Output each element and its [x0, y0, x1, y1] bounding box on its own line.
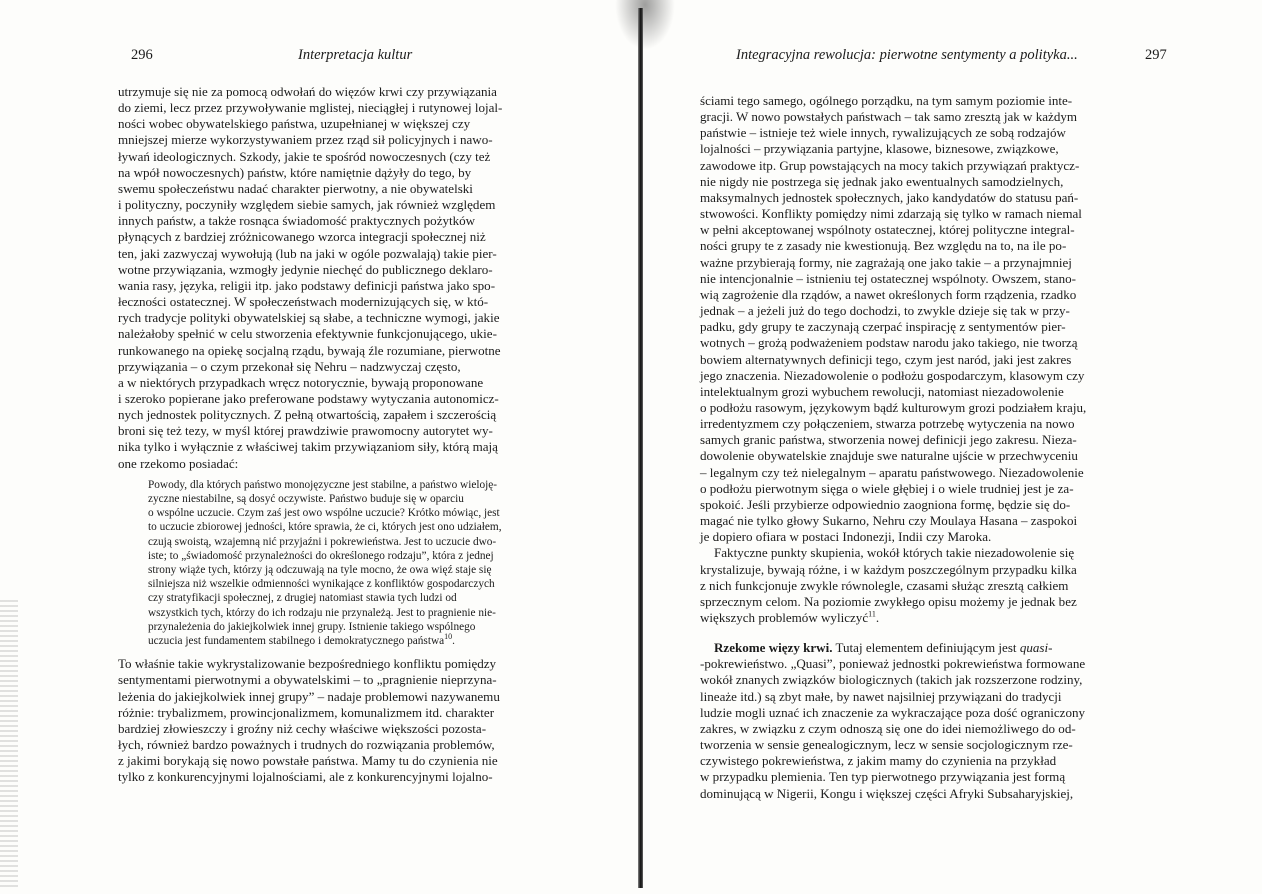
paragraph: Rzekome więzy krwi. Tutaj elementem definiującym jest quasi- -pokrewieństwo. „Quasi”, ponieważ jednostki pokrewieństwa formowane wokół znanych związków biologicznych (takich jak rozszerzone rodziny, lineaże itd.) są zbyt małe, by nawet najsilniej przywiązani do tradycji ludzie mogli uznać ich znaczenie za wykraczające poza dość ograniczony zakres, w związku z czym odnoszą się one do idei niemożliwego do od- tworzenia w sensie genealogicznym, lecz w sensie socjologicznym rze- czywistego pokrewieństwa, z jakim mamy do czynienia na przykład w przypadku plemienia. Ten typ pierwotnego przywiązania jest formą dominującą w Nigerii, Kongu i większej części Afryki Subsaharyjskiej,	[700, 640, 1086, 801]
text-line: czy stratyfikacji społecznej, z drugiej natomiast stawia tych ludzi od	[148, 592, 457, 605]
text-line: -pokrewieństwo. „Quasi”, ponieważ jednostki pokrewieństwa formowane	[700, 656, 1086, 672]
text-line: bardziej złowieszczy i groźny niż cechy właściwe większości pozosta-	[118, 720, 487, 736]
block-quote: Powody, dla których państwo monojęzyczne jest stabilne, a państwo wieloję- zyczne niestabilne, są dosyć oczywiste. Państwo buduje się w oparciu o wspólne uczucie. Czym zaś jest owo wspólne uczucie? Krótko mówiąc, jest to uczucie zbiorowej jedności, które sprawia, że ci, których jest ono udziałem, czują swoistą, wzajemną nić przyjaźni i pokrewieństwa. Jest to uczucie dwo- iste; to „świadomość przynależności do określonego rodzaju”, która z jednej strony wiąże tych, którzy ją odczuwają na tyle mocno, że owa więź staje się silniejsza niż wszelkie odmienności wynikające z konfliktów gospodarczych czy stratyfikacji społecznej, z drugiej natomiast stawia tych ludzi od wszystkich tych, którzy do ich rodzaju nie przynależą. Jest to pragnienie nie- przynależenia do jakiejkolwiek innej grupy. Istnienie takiego wspólnego uczucia jest fundamentem stabilnego i demokratycznego państwa$^{10}$.	[148, 478, 502, 647]
text-line: irredentyzmem czy połączeniem, stwarza potrzebę wytyczenia na nowo	[700, 416, 1075, 432]
text-line: nie nigdy nie postrzega się jednak jako ewentualnych samodzielnych,	[700, 173, 1064, 189]
text-line: mniejszej mierze wykorzystywaniem przez rząd sił policyjnych i nawo-	[118, 132, 493, 148]
text-line: utrzymuje się nie za pomocą odwołań do więzów krwi czy przywiązania	[118, 84, 497, 99]
footnote-ref[interactable]: 11	[868, 609, 876, 619]
text-line: ściami tego samego, ogólnego porządku, na tym samym poziomie inte-	[700, 93, 1073, 108]
text-line: w przypadku plemienia. Ten typ pierwotnego przywiązania jest formą	[700, 769, 1066, 785]
text-line: o wspólne uczucie. Czym zaś jest owo wspólne uczucie? Krótko mówiąc, jest	[148, 507, 500, 520]
text-line: Faktyczne punkty skupienia, wokół których takie niezadowolenie się	[714, 545, 1075, 561]
text-line: zawodowe itp. Grup powstających na mocy takich przywiązań praktycz-	[700, 157, 1080, 173]
text-line: swemu społeczeństwu nadać charakter pierwotny, a nie obywatelski	[118, 180, 473, 196]
text-line: dominującą w Nigerii, Kongu i większej części Afryki Subsaharyjskiej,	[700, 785, 1074, 801]
text-line: przynależenia do jakiejkolwiek innej grupy. Istnienie takiego wspólnego	[148, 620, 476, 633]
page-number: 297	[1145, 47, 1167, 63]
text-line: broni się też tezy, w myśl której prawdziwie prawomocny autorytet wy-	[118, 423, 493, 439]
text-line: rych tradycje polityki obywatelskiej są słabe, a techniczne wymogi, jakie	[118, 310, 500, 326]
text-line: czują swoistą, wzajemną nić przyjaźni i pokrewieństwa. Jest to uczucie dwo-	[148, 535, 497, 548]
paragraph: Faktyczne punkty skupienia, wokół których takie niezadowolenie się krystalizuje, bywają różne, i w każdym poszczególnym przypadku kilka z nich funkcjonuje zwykle równolegle, czasami służąc zresztą całkiem sprzecznym celom. Na poziomie zwykłego opisu możemy je jednak bez większych problemów wyliczyć$^{11}$.	[700, 545, 1077, 625]
text-line: wokół znanych związków biologicznych (takich jak rozszerzone rodziny,	[700, 672, 1083, 688]
text-line: państwie – istnieje też wiele innych, rywalizujących ze sobą rodzajów	[700, 125, 1066, 141]
right-page	[640, 0, 1262, 894]
text-line: wią zagrożenie dla rządów, a nawet określonych form rządzenia, rzadko	[700, 286, 1077, 302]
text-line: różnie: trybalizmem, prowincjonalizmem, komunalizmem itd. charakter	[118, 704, 495, 720]
text-line: sentymentami pierwotnymi a obywatelskimi – to „pragnienie nieprzyna-	[118, 672, 497, 688]
text-line: dowolenie obywatelskie znajduje swe naturalne ujście w przechwyceniu	[700, 448, 1078, 464]
text-line: magać nie tylko głowy Sukarno, Nehru czy Moulaya Hasana – zaspokoi	[700, 513, 1078, 529]
text-line: wania rasy, języka, religii itp. jako podstawy definicji państwa jako spo-	[118, 277, 496, 293]
section-heading: Rzekome więzy krwi.	[714, 640, 833, 656]
text-line: przywiązania – o czym przekonał się Nehru – nadzwyczaj często,	[118, 358, 461, 374]
text-line: większych problemów wyliczyć	[700, 610, 869, 625]
text-line: wotne przywiązania, wzmogły jedynie niechęć do publicznego deklaro-	[118, 261, 493, 277]
text-line: bowiem alternatywnych definicji tego, czym jest naród, jaki jest zakres	[700, 351, 1072, 367]
text-line: ludzie mogli uznać ich znaczenie za wykraczające poza dość ograniczony	[700, 704, 1086, 720]
text-line: krystalizuje, bywają różne, i w każdym poszczególnym przypadku kilka	[700, 561, 1077, 577]
footnote-ref[interactable]: 10	[444, 632, 453, 642]
text-line: To właśnie takie wykrystalizowanie bezpośredniego konfliktu pomiędzy	[118, 656, 497, 672]
text-line: i szeroko popierane jako preferowane podstawy wytyczania autonomicz-	[118, 390, 499, 406]
text-line: stwowości. Konflikty pomiędzy nimi zdarzają się tylko w ramach niemal	[700, 206, 1082, 222]
text-line: w pełni akceptowanej wspólnoty ostatecznej, której polityczne integral-	[700, 222, 1075, 238]
text-line: silniejsza niż wszelkie odmienności wynikające z konfliktów gospodarczych	[148, 578, 495, 591]
text-line: – legalnym czy też nielegalnym – aparatu państwowego. Niezadowolenie	[700, 464, 1084, 480]
page-number: 296	[131, 47, 153, 63]
text-line: innych państw, a także rosnąca świadomość praktycznych pożytków	[118, 213, 476, 229]
text-line: je dopiero ofiara w postaci Indonezji, Indii czy Maroka.	[700, 529, 992, 545]
text-line: jego znaczenia. Niezadowolenie o podłożu gospodarczym, klasowym czy	[700, 367, 1085, 383]
text-line: leżenia do jakiejkolwiek innej grupy” – nadaje problemowi nazywanemu	[118, 688, 500, 704]
left-text-column	[118, 84, 596, 785]
text-line: maksymalnych jednostek społecznych, jako kandydatów do statusu pań-	[700, 189, 1079, 205]
text-line: na wpół nowoczesnych) państw, które namiętnie dążyły do tego, by	[118, 164, 472, 180]
text-line: z nich funkcjonuje zwykle równolegle, czasami służąc zresztą całkiem	[700, 577, 1069, 593]
text-line: uczucia jest fundamentem stabilnego i demokratycznego państwa	[148, 634, 445, 647]
text-line: iste; to „świadomość przynależności do określonego rodzaju”, która z jednej	[148, 549, 494, 562]
text-line: Powody, dla których państwo monojęzyczne jest stabilne, a państwo wieloję-	[148, 478, 498, 491]
text-line: nika tylko i wyłącznie z właściwej takim przywiązaniom siły, którą mają	[118, 439, 498, 455]
text-line: sprzecznym celom. Na poziomie zwykłego opisu możemy je jednak bez	[700, 593, 1077, 609]
text-line: ności wobec obywatelskiego państwa, uzupełnianej w większej czy	[118, 116, 471, 132]
text-line: czywistego pokrewieństwa, z jakim mamy do czynienia na przykład	[700, 753, 1057, 769]
text-line: należałoby spełnić w celu stworzenia efektywnie funkcjonującego, ukie-	[118, 326, 497, 342]
text-line: ważne przybierają formy, nie zagrażają one jako takie – a przynajmniej	[700, 254, 1072, 270]
text-line: strony wiąże tych, którzy ją odczuwają na tyle mocno, że owa więź staje się	[148, 563, 492, 576]
text-line: wotnych – grożą podważeniem podstaw narodu jako takiego, nie tworzą	[700, 335, 1078, 351]
text-line: do ziemi, lecz przez przywoływanie mglistej, nieciągłej i rutynowej lojal-	[118, 100, 503, 116]
text-line: padku, gdy grupy te zaczynają czerpać inspirację z sentymentów pier-	[700, 319, 1066, 335]
text-line: nie intencjonalnie – istnieniu tej ostatecznej wspólnoty. Owszem, stano-	[700, 270, 1076, 286]
text-line: zyczne niestabilne, są dosyć oczywiste. Państwo buduje się w oparciu	[148, 492, 464, 505]
text-line: łych, również bardzo poważnych i trudnych do rozwiązania problemów,	[118, 736, 495, 752]
text-line: ności grupy te z zasady nie kwestionują. Bez względu na to, na ile po-	[700, 238, 1067, 254]
running-head: Integracyjna rewolucja: pierwotne sentymenty a polityka...	[736, 47, 1078, 63]
text-line: a w niektórych przypadkach wręcz notorycznie, bywają proponowane	[118, 374, 484, 390]
text-line: wszystkich tych, którzy do ich rodzaju nie przynależą. Jest to pragnienie nie-	[148, 606, 496, 619]
text-line: tylko z konkurencyjnymi lojalnościami, ale z konkurencyjnymi lojalno-	[118, 769, 493, 785]
text-line: tworzenia w sensie genealogicznym, lecz w sensie socjologicznym rze-	[700, 737, 1073, 753]
paragraph	[700, 93, 1182, 545]
text-line: gracji. W nowo powstałych państwach – tak samo zresztą jak w każdym	[700, 109, 1078, 125]
text-line: z jakimi borykają się nowo powstałe państwa. Mamy tu do czynienia nie	[118, 753, 498, 769]
text-line: zakres, w związku z czym odnoszą się one do idei niemożliwego do od-	[700, 720, 1076, 736]
text-line: o podłożu pierwotnym sięga o wiele głębiej i o wiele trudniej jest je za-	[700, 480, 1074, 496]
text-line: ten, jaki zazwyczaj wywołują (lub na jaki w ogóle pozwalają) takie pier-	[118, 245, 497, 261]
paragraph	[118, 84, 596, 472]
text-line: runkowanego na opiekę socjalną rządu, bywają źle rozumiane, pierwotne	[118, 342, 501, 358]
text-line: łeczności ostatecznej. W społeczeństwach modernizujących się, w któ-	[118, 294, 489, 310]
text-line: spokoić. Jeśli przybierze odpowiednio zaogniona formę, będzie się do-	[700, 496, 1071, 512]
text-line: one rzekomo posiadać:	[118, 455, 239, 471]
text-line: o podłożu rasowym, językowym bądź kulturowym grozi podziałem kraju,	[700, 399, 1087, 415]
text-line: lineaże itd.) są zbyt małe, by nawet najsilniej przywiązani do tradycji	[700, 688, 1062, 704]
text-line: lojalności – przywiązania partyjne, klasowe, biznesowe, związkowe,	[700, 141, 1059, 157]
right-text-column	[700, 93, 1182, 802]
text-line: samych granic państwa, stworzenia nowej definicji jego zakresu. Nieza-	[700, 432, 1077, 448]
text-line: intelektualnym grozi wybuchem rewolucji, natomiast niezadowolenie	[700, 383, 1064, 399]
paragraph	[118, 656, 596, 785]
text-line: to uczucie zbiorowej jedności, które sprawia, że ci, których jest ono udziałem,	[148, 521, 502, 534]
running-head: Interpretacja kultur	[298, 47, 413, 63]
text-line: płynących z bardziej zróżnicowanego wzorca integracji społecznej niż	[118, 229, 486, 245]
text-line: ływań ideologicznych. Szkody, jakie te spośród nowoczesnych (czy też	[118, 148, 491, 164]
text-line: jednak – a jeżeli już do tego dochodzi, to zwykle dzieje się tak w przy-	[700, 303, 1070, 319]
text-line: nych jednostek politycznych. Z pełną otwartością, zapałem i szczerością	[118, 407, 497, 423]
text-line: i polityczny, poczyniły względem siebie samych, jak również względem	[118, 197, 496, 213]
